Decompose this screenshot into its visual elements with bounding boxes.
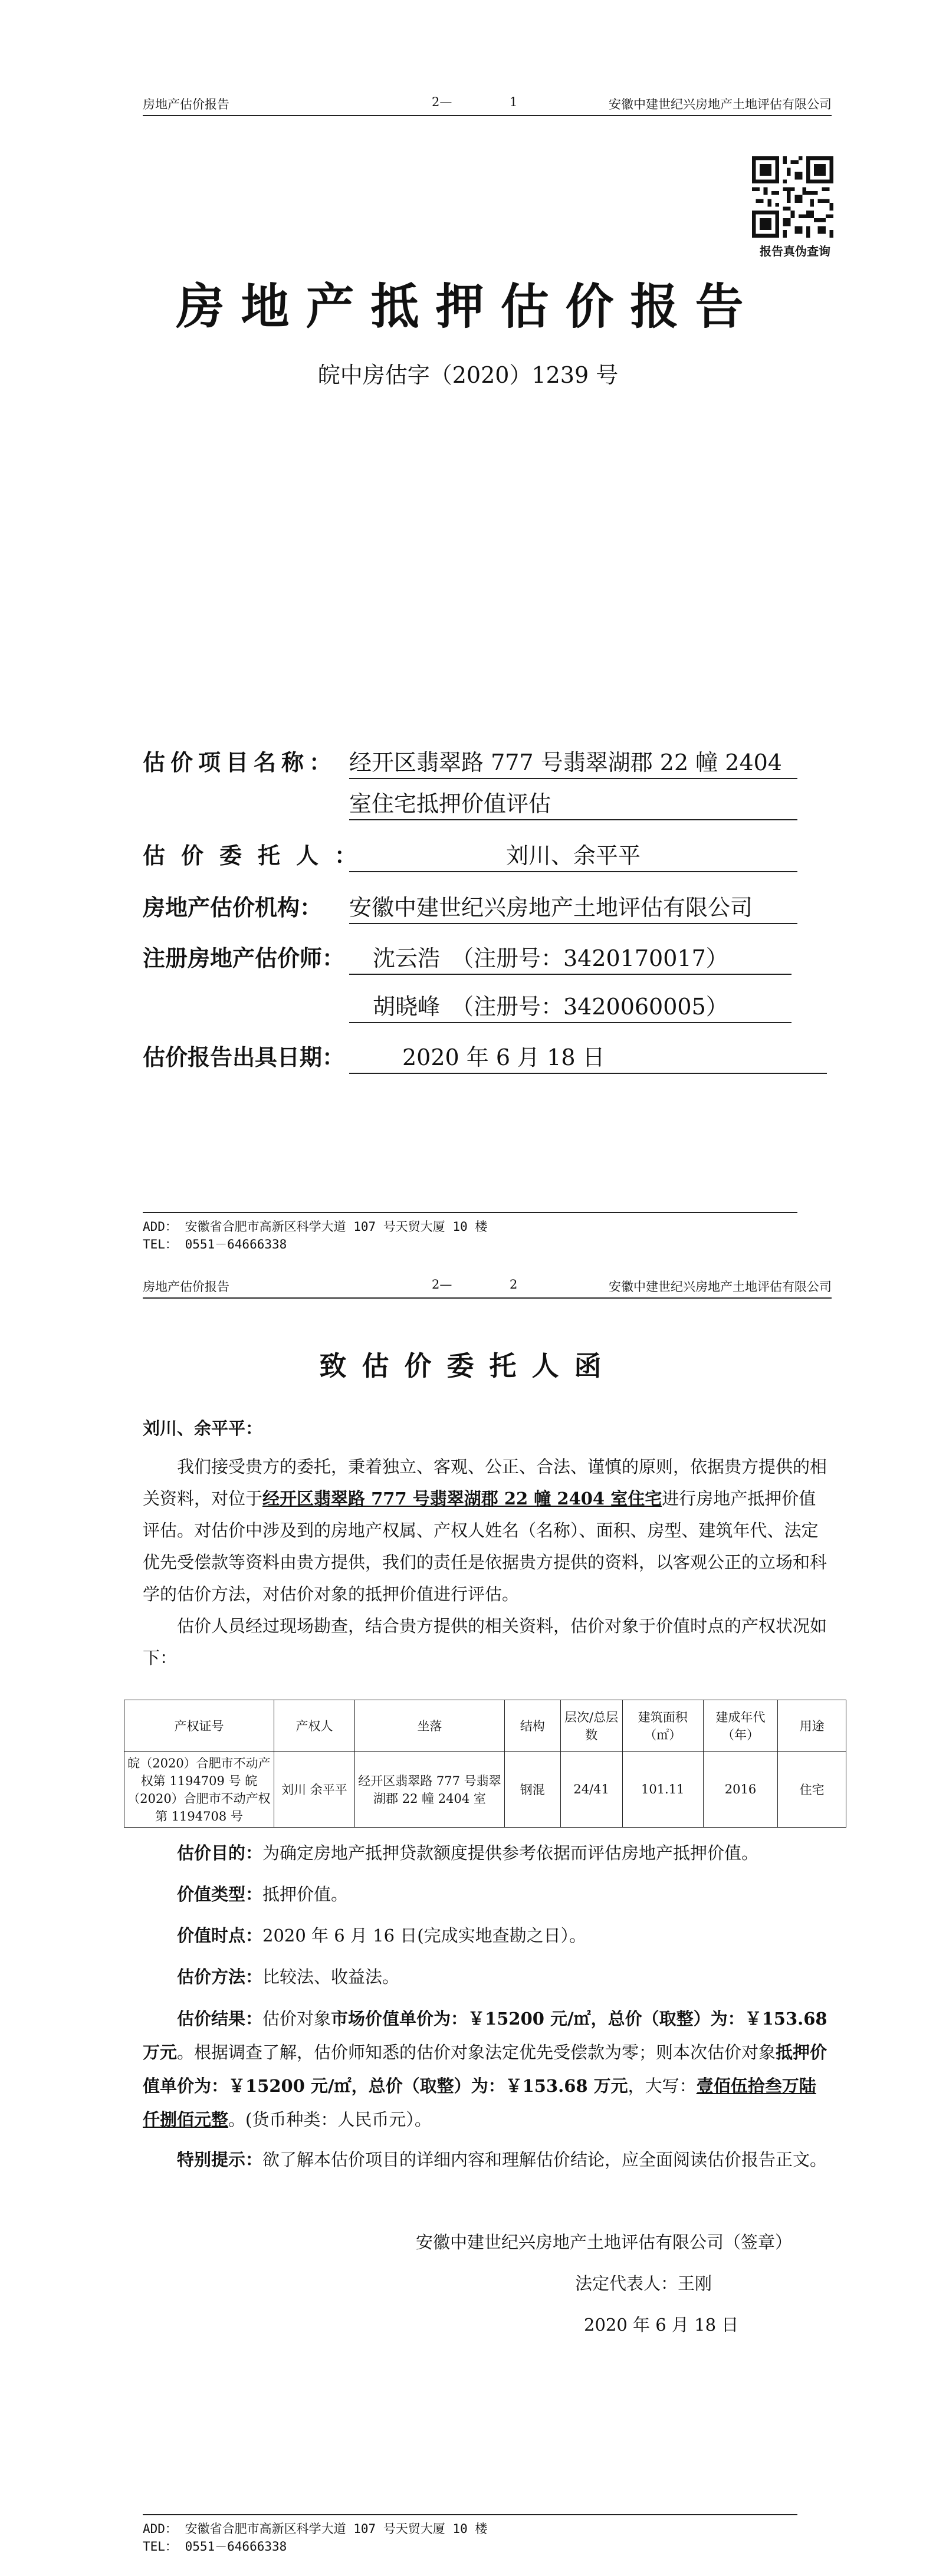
header-page-prefix: 2—	[432, 1277, 452, 1292]
purpose-label: 估价目的：	[177, 1843, 263, 1863]
footer-rule	[143, 2514, 797, 2515]
appraiser-1: 沈云浩 （注册号：3420170017）	[349, 940, 792, 975]
method-label: 估价方法：	[177, 1967, 263, 1987]
footer-phone: TEL： 0551－64666338	[143, 1237, 287, 1251]
cell-area: 101.11	[622, 1752, 703, 1828]
col-use: 用途	[778, 1700, 846, 1752]
report-title: 房地产抵押估价报告	[176, 279, 760, 335]
value-type-line	[143, 1878, 832, 1910]
footer-address: ADD： 安徽省合肥市高新区科学大道 107 号天贸大厦 10 楼	[143, 1220, 488, 1234]
table-header-row	[124, 1700, 846, 1752]
header-page-number: 2	[510, 1277, 518, 1292]
method-line	[143, 1961, 832, 1993]
col-area: 建筑面积（㎡）	[622, 1700, 703, 1752]
cell-year: 2016	[703, 1752, 777, 1828]
cell-use: 住宅	[778, 1752, 846, 1828]
mortgage-value: 抵押价值单价为：￥15200 元/㎡，总价（取整）为：￥153.68 万元	[143, 2042, 827, 2096]
salutation: 刘川、余平平：	[143, 1418, 263, 1438]
document-number: 皖中房估字（2020）1239 号	[317, 362, 619, 388]
result-text-5: ，大写：	[628, 2076, 697, 2096]
result-text-7: 。(货币种类：人民币元）。	[228, 2110, 432, 2130]
page-header-2	[143, 1274, 832, 1299]
footer-address: ADD： 安徽省合肥市高新区科学大道 107 号天贸大厦 10 楼	[143, 2522, 488, 2536]
table-row	[124, 1752, 846, 1828]
property-rights-table	[124, 1700, 846, 1828]
project-name-line-2: 室住宅抵押价值评估	[349, 786, 797, 820]
value-type-label: 价值类型：	[177, 1884, 263, 1904]
report-date-value: 2020 年 6 月 18 日	[349, 1039, 827, 1074]
market-value: 市场价值单价为：￥15200 元/㎡，总价（取整）为：￥153.68 万元	[143, 2009, 827, 2062]
col-floor: 层次/总层数	[560, 1700, 622, 1752]
appraiser-2: 胡晓峰 （注册号：3420060005）	[349, 988, 792, 1023]
intro-text-a: 我们接受贵方的委托，秉着独立、客观、公正、合法、谨慎的原则，依据贵方提供的相关资料，对位于	[143, 1457, 827, 1509]
header-company: 安徽中建世纪兴房地产土地评估有限公司	[609, 97, 832, 111]
appraiser-label: 注册房地产估价师：	[143, 945, 345, 971]
agency-value: 安徽中建世纪兴房地产土地评估有限公司	[349, 889, 797, 924]
header-page-number: 1	[510, 95, 518, 109]
footer-phone: TEL： 0551－64666338	[143, 2539, 287, 2554]
amount-in-words: 壹佰伍拾叁万陆仟捌佰元整	[143, 2076, 816, 2130]
legal-representative: 法定代表人：王刚	[575, 2273, 712, 2294]
header-company: 安徽中建世纪兴房地产土地评估有限公司	[609, 1280, 832, 1294]
value-time-text: 2020 年 6 月 16 日(完成实地查勘之日）。	[262, 1926, 587, 1946]
purpose-line	[143, 1837, 832, 1869]
project-name-line-1: 经开区翡翠路 777 号翡翠湖郡 22 幢 2404	[349, 744, 797, 779]
purpose-text: 为确定房地产抵押贷款额度提供参考依据而评估房地产抵押价值。	[262, 1843, 759, 1863]
report-date-label: 估价报告出具日期：	[143, 1044, 345, 1070]
header-report-type: 房地产估价报告	[143, 97, 229, 111]
agency-label: 房地产估价机构：	[143, 895, 323, 921]
client-value: 刘川、余平平	[349, 837, 797, 872]
special-note	[143, 2144, 832, 2176]
cell-cert-no: 皖（2020）合肥市不动产权第 1194709 号 皖（2020）合肥市不动产权第 1194708 号	[124, 1752, 274, 1828]
project-name-label: 估价项目名称：	[143, 750, 337, 776]
col-owner: 产权人	[274, 1700, 354, 1752]
signature-date: 2020 年 6 月 18 日	[584, 2315, 739, 2335]
survey-paragraph: 估价人员经过现场勘查，结合贵方提供的相关资料，估价对象于价值时点的产权状况如下：	[143, 1616, 827, 1668]
header-page-prefix: 2—	[432, 95, 452, 109]
note-label: 特别提示：	[177, 2150, 263, 2170]
note-text: 欲了解本估价项目的详细内容和理解估价结论，应全面阅读估价报告正文。	[262, 2150, 827, 2170]
intro-text-b: 进行房地产抵押价值评估。对估价中涉及到的房地产权属、产权人姓名（名称）、面积、房型、建筑年代、法定优先受偿款等资料由贵方提供，我们的责任是依据贵方提供的资料，以客观公正的立场和科学的估价方法，对估价对象的抵押价值进行评估。	[143, 1489, 827, 1604]
method-text: 比较法、收益法。	[262, 1967, 400, 1987]
cell-floor: 24/41	[560, 1752, 622, 1828]
qr-caption: 报告真伪查询	[760, 244, 830, 258]
cell-structure: 钢混	[504, 1752, 560, 1828]
result-text-1: 估价对象	[262, 2009, 331, 2029]
page-2-footer	[143, 2514, 797, 2555]
cell-location: 经开区翡翠路 777 号翡翠湖郡 22 幢 2404 室	[355, 1752, 505, 1828]
result-label: 估价结果：	[177, 2009, 263, 2029]
letter-title: 致估价委托人函	[319, 1350, 617, 1382]
intro-paragraph	[143, 1451, 832, 1610]
result-paragraph	[143, 2002, 832, 2137]
col-cert-no: 产权证号	[124, 1700, 274, 1752]
client-label: 估价委托人：	[143, 843, 373, 869]
value-type-text: 抵押价值。	[262, 1884, 349, 1904]
signature-company: 安徽中建世纪兴房地产土地评估有限公司（签章）	[416, 2232, 793, 2252]
result-text-3: 。根据调查了解，估价师知悉的估价对象法定优先受偿款为零；则本次估价对象	[177, 2042, 776, 2062]
property-address: 经开区翡翠路 777 号翡翠湖郡 22 幢 2404 室住宅	[262, 1489, 662, 1509]
cell-owner: 刘川 余平平	[274, 1752, 354, 1828]
col-location: 坐落	[355, 1700, 505, 1752]
col-year: 建成年代（年）	[703, 1700, 777, 1752]
value-time-line	[143, 1920, 832, 1951]
col-structure: 结构	[504, 1700, 560, 1752]
value-time-label: 价值时点：	[177, 1926, 263, 1946]
header-report-type: 房地产估价报告	[143, 1280, 229, 1294]
